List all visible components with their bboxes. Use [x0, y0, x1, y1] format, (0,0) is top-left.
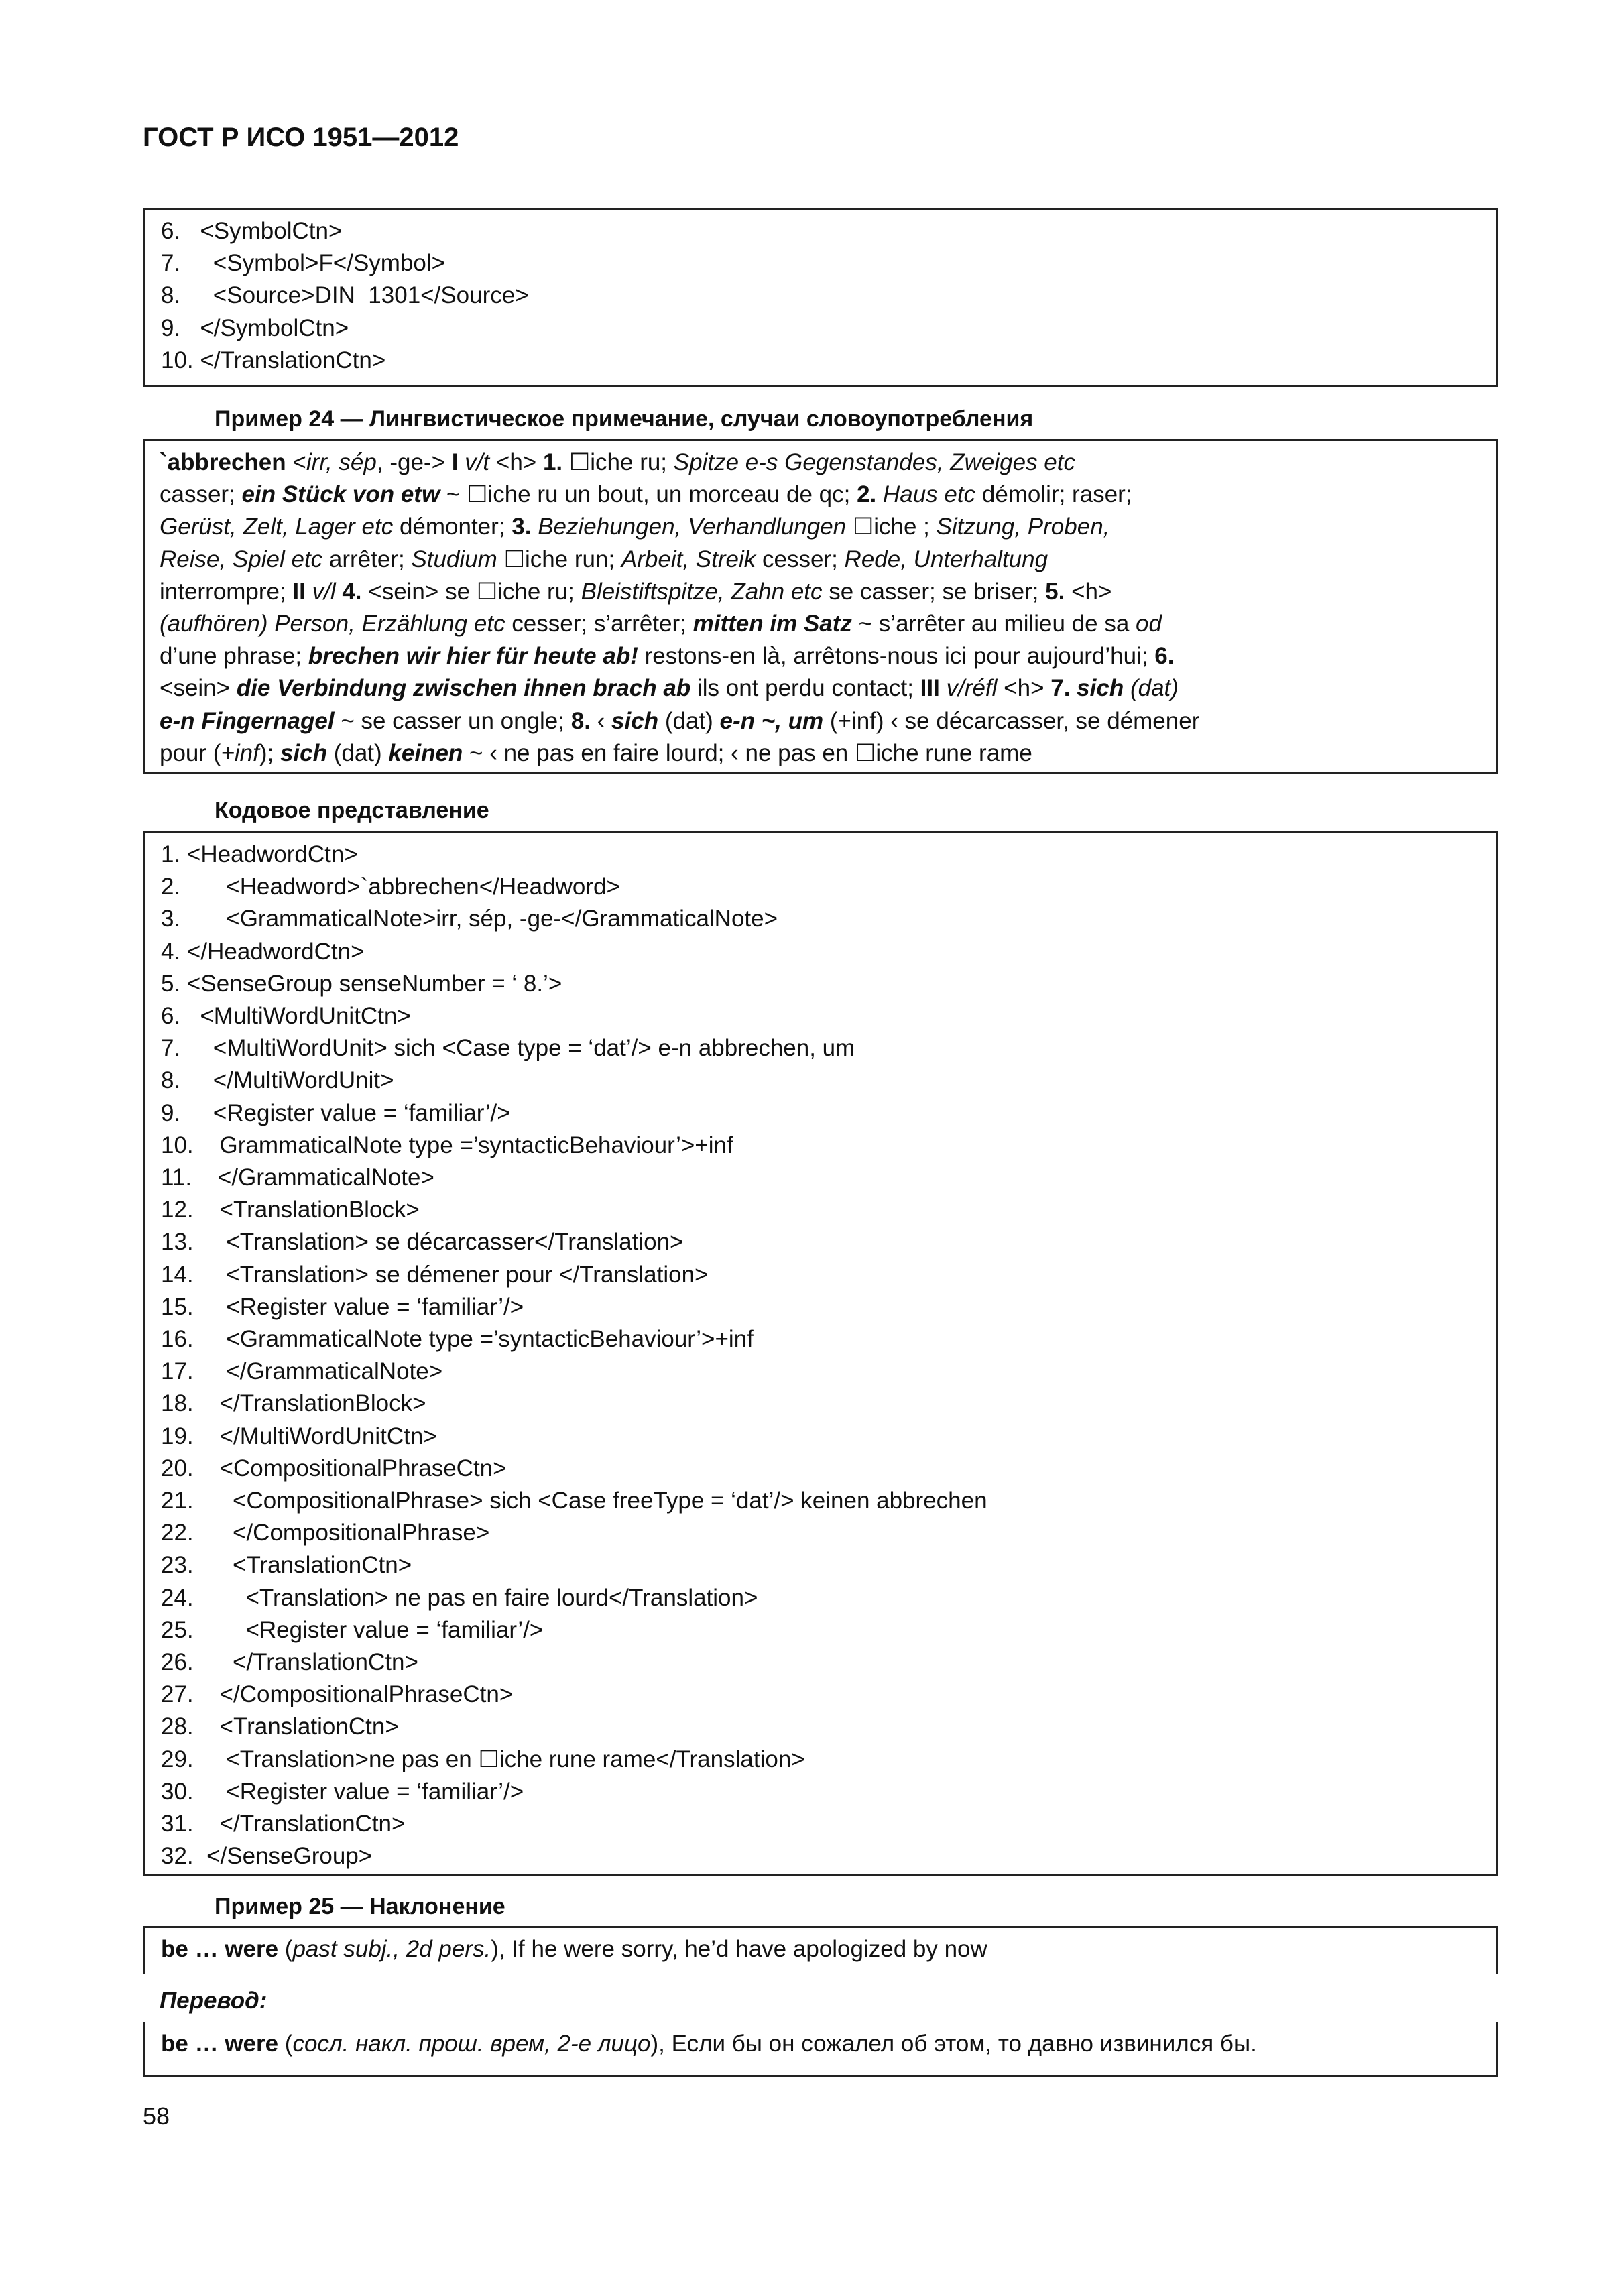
text-segment: );	[259, 739, 280, 766]
text-segment: ☐iche ru;	[562, 449, 674, 475]
entry-line	[160, 446, 1480, 479]
text-segment: sich	[280, 739, 327, 766]
text-segment	[1124, 675, 1130, 701]
code-line: 18. </TranslationBlock>	[161, 1390, 426, 1417]
text-segment	[306, 579, 312, 605]
text-segment: e-n ~, um	[719, 707, 824, 734]
code-line: 13. <Translation> se décarcasser</Translation>	[161, 1229, 684, 1256]
text-segment: ils ont perdu contact;	[690, 675, 920, 702]
text-segment: démonter;	[393, 513, 512, 540]
code-line: 27. </CompositionalPhraseCtn>	[161, 1681, 514, 1708]
page-header-title: ГОСТ Р ИСО 1951—2012	[143, 123, 459, 152]
text-segment: ), If he were sorry, he’d have apologized by now	[491, 1936, 987, 1962]
page-number: 58	[143, 2102, 170, 2130]
text-segment: ~ ‹ ne pas en faire lourd; ‹ ne pas en ☐iche rune rame	[463, 739, 1032, 766]
text-segment: restons-en là, arrêtons-nous ici pour aujourd’hui;	[638, 643, 1155, 670]
code-representation-caption: Кодовое представление	[215, 798, 489, 823]
text-segment: 8.	[570, 707, 591, 734]
text-segment: (aufhören) Person, Erzählung etc	[160, 611, 505, 638]
code-line: 6. <SymbolCtn>	[161, 218, 343, 244]
text-segment: ), Если бы он сожалел об этом, то давно извинился бы.	[650, 2031, 1257, 2057]
code-line: 10. </TranslationCtn>	[161, 347, 386, 373]
text-segment	[1070, 675, 1077, 701]
code-line: 31. </TranslationCtn>	[161, 1811, 406, 1837]
text-segment: ☐iche ;	[846, 513, 937, 540]
text-segment: 7.	[1050, 675, 1071, 702]
text-segment: Rede, Unterhaltung	[844, 546, 1048, 572]
text-segment: v/l	[312, 578, 336, 605]
code-line: 11. </GrammaticalNote>	[161, 1164, 434, 1191]
text-segment: Reise, Spiel etc	[160, 546, 323, 572]
text-segment: démolir; raser;	[975, 481, 1132, 508]
text-segment: <h>	[489, 449, 543, 475]
text-segment: 5.	[1045, 578, 1065, 605]
text-segment: irr, sép	[306, 449, 377, 475]
text-segment	[876, 481, 883, 507]
text-segment: ‹	[590, 707, 612, 734]
text-segment: <h>	[997, 675, 1051, 702]
code-line: 32. </SenseGroup>	[161, 1843, 373, 1870]
text-segment: <h>	[1065, 578, 1112, 605]
entry-line	[160, 737, 1480, 770]
text-segment: Beziehungen, Verhandlungen	[538, 513, 847, 540]
entry-line	[160, 511, 1480, 543]
text-segment: die Verbindung zwischen ihnen brach ab	[236, 675, 691, 702]
text-segment: casser;	[160, 481, 242, 508]
example-25-caption: Пример 25 — Наклонение	[215, 1894, 505, 1919]
text-segment: ~ s’arrêter au milieu de sa	[851, 611, 1136, 638]
text-segment: (+inf) ‹ se décarcasser, se démener	[823, 707, 1200, 734]
code-line: 24. <Translation> ne pas en faire lourd</Translation>	[161, 1584, 758, 1611]
code-line: 7. <MultiWordUnit> sich <Case type = ‘dat’/> e-n abbrechen, um	[161, 1035, 855, 1062]
code-line: 6. <MultiWordUnitCtn>	[161, 1003, 411, 1030]
text-segment: Gerüst, Zelt, Lager etc	[160, 513, 394, 540]
code-line: 9. </SymbolCtn>	[161, 314, 349, 341]
text-segment: I	[451, 449, 459, 475]
text-segment	[458, 449, 465, 475]
text-segment: od	[1136, 611, 1162, 638]
text-segment: 4.	[342, 578, 362, 605]
code-line: 30. <Register value = ‘familiar’/>	[161, 1778, 524, 1805]
text-segment: <sein>	[160, 675, 237, 702]
code-line: 28. <TranslationCtn>	[161, 1713, 399, 1740]
code-line: 21. <CompositionalPhrase> sich <Case freeType = ‘dat’/> keinen abbrechen	[161, 1488, 987, 1514]
text-segment: keinen	[388, 739, 463, 766]
code-line: 26. </TranslationCtn>	[161, 1649, 418, 1676]
code-line: 4. </HeadwordCtn>	[161, 938, 365, 965]
text-segment: be … were	[161, 2031, 279, 2057]
code-representation-box	[143, 831, 1498, 1876]
text-segment: 2.	[857, 481, 877, 508]
text-segment: +inf	[221, 739, 259, 766]
code-line: 20. <CompositionalPhraseCtn>	[161, 1455, 507, 1482]
code-box-top	[143, 208, 1498, 387]
text-segment: past subj., 2d pers.	[292, 1936, 491, 1962]
translation-label: Перевод:	[160, 1988, 267, 2014]
code-line: 17. </GrammaticalNote>	[161, 1358, 443, 1385]
entry-line	[160, 576, 1480, 608]
text-segment: 1.	[542, 449, 563, 475]
text-segment: <sein> se ☐iche ru;	[361, 578, 581, 605]
code-line: 3. <GrammaticalNote>irr, sép, -ge-</GrammaticalNote>	[161, 906, 778, 932]
text-segment: III	[920, 675, 940, 702]
code-line: 5. <SenseGroup senseNumber = ‘ 8.’>	[161, 970, 562, 997]
text-segment: v/t	[465, 449, 490, 475]
text-segment: cesser; s’arrêter;	[505, 611, 693, 638]
text-segment: ein Stück von etw	[241, 481, 440, 508]
text-segment: Bleistiftspitze, Zahn etc	[581, 578, 823, 605]
text-segment: сосл. накл. прош. врем, 2-е лицо	[292, 2031, 651, 2057]
text-segment: e-n Fingernagel	[160, 707, 335, 734]
text-segment: Arbeit, Streik	[621, 546, 756, 572]
code-line: 23. <TranslationCtn>	[161, 1552, 412, 1579]
text-segment: ~ ☐iche ru un bout, un morceau de qc;	[440, 481, 857, 508]
text-segment	[940, 675, 947, 701]
entry-line	[160, 705, 1480, 737]
entry-line	[160, 479, 1480, 511]
code-line: 19. </MultiWordUnitCtn>	[161, 1423, 437, 1449]
example-24-caption: Пример 24 — Лингвистическое примечание, случаи словоупотребления	[215, 406, 1034, 432]
text-segment: interrompre;	[160, 578, 293, 605]
code-line: 8. <Source>DIN 1301</Source>	[161, 282, 529, 309]
code-line: 12. <TranslationBlock>	[161, 1197, 420, 1223]
code-line: 25. <Register value = ‘familiar’/>	[161, 1616, 544, 1643]
code-line: 22. </CompositionalPhrase>	[161, 1520, 490, 1547]
example-25-translation-box	[143, 2022, 1498, 2077]
text-segment: sich	[1077, 675, 1124, 702]
entry-line	[160, 640, 1480, 672]
text-segment: pour (	[160, 739, 221, 766]
text-segment: mitten im Satz	[693, 611, 852, 638]
text-segment: sich	[611, 707, 659, 734]
entry-line	[161, 1933, 1480, 1966]
text-segment: brechen wir hier für heute ab!	[308, 643, 638, 670]
text-segment: (dat)	[1130, 675, 1179, 702]
text-segment: v/réfl	[946, 675, 998, 702]
code-line: 29. <Translation>ne pas en ☐iche rune rame</Translation>	[161, 1746, 805, 1772]
code-line: 10. GrammaticalNote type =’syntacticBehaviour’>+inf	[161, 1132, 733, 1158]
entry-line	[160, 672, 1480, 705]
text-segment: `abbrechen	[160, 449, 286, 475]
text-segment: d’une phrase;	[160, 643, 308, 670]
text-segment: Studium	[411, 546, 497, 572]
code-line: 2. <Headword>`abbrechen</Headword>	[161, 873, 620, 900]
code-line: 8. </MultiWordUnit>	[161, 1067, 394, 1094]
code-line: 9. <Register value = ‘familiar’/>	[161, 1099, 511, 1126]
text-segment: II	[292, 578, 306, 605]
text-segment: Spitze e-s Gegenstandes, Zweiges etc	[673, 449, 1075, 475]
text-segment: se casser; se briser;	[822, 578, 1046, 605]
text-segment: Haus etc	[883, 481, 976, 508]
text-segment: (dat)	[658, 707, 720, 734]
entry-line	[160, 608, 1480, 640]
text-segment: , -ge->	[376, 449, 452, 475]
example-24-box	[143, 439, 1498, 774]
example-25-box	[143, 1926, 1498, 1974]
code-line: 16. <GrammaticalNote type =’syntacticBehaviour’>+inf	[161, 1326, 754, 1353]
text-segment	[531, 513, 538, 540]
text-segment: 3.	[512, 513, 532, 540]
code-line: 15. <Register value = ‘familiar’/>	[161, 1293, 524, 1320]
text-segment: Sitzung, Proben,	[936, 513, 1110, 540]
text-segment: be … were	[161, 1936, 279, 1962]
text-segment: ~ se casser un ongle;	[334, 707, 571, 734]
code-line: 14. <Translation> se démener pour </Translation>	[161, 1261, 709, 1288]
text-segment: (dat)	[327, 739, 389, 766]
text-segment: 6.	[1154, 643, 1175, 670]
text-segment: <	[286, 449, 306, 475]
text-segment: (	[278, 1936, 293, 1962]
entry-line	[160, 544, 1480, 576]
code-line: 7. <Symbol>F</Symbol>	[161, 250, 446, 277]
text-segment: (	[278, 2031, 293, 2057]
text-segment: arrêter;	[322, 546, 412, 572]
entry-line	[161, 2028, 1480, 2060]
text-segment: ☐iche run;	[497, 546, 621, 572]
text-segment: cesser;	[756, 546, 845, 572]
code-line: 1. <HeadwordCtn>	[161, 841, 358, 867]
text-segment	[336, 579, 343, 605]
